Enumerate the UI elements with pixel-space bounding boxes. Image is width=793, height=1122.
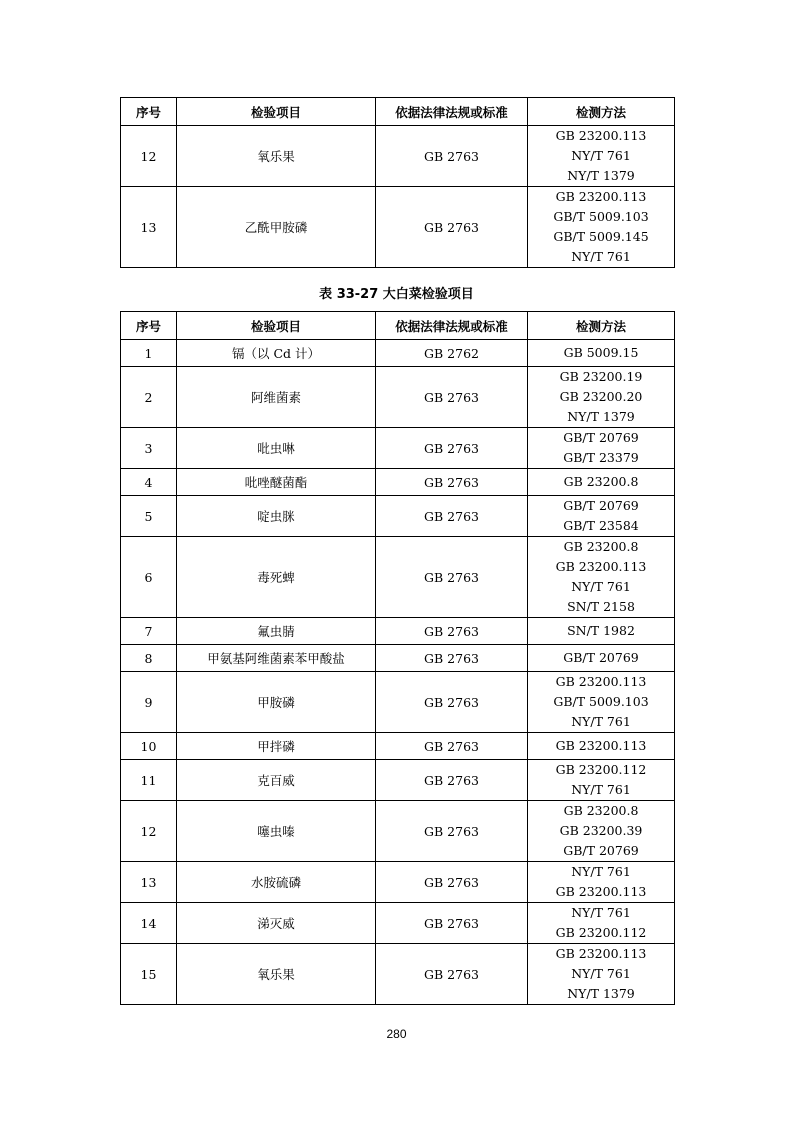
table-row bbox=[121, 367, 675, 428]
method-line: GB 23200.20 bbox=[559, 389, 643, 404]
header-item: 检验项目 bbox=[177, 98, 376, 126]
method-line: GB 5009.15 bbox=[563, 345, 639, 360]
method-line: GB 23200.8 bbox=[563, 803, 639, 818]
cell-methods bbox=[528, 801, 675, 862]
table-row bbox=[121, 645, 675, 672]
cell-methods bbox=[528, 126, 675, 187]
method-line: GB/T 20769 bbox=[563, 843, 639, 858]
method-line: GB 23200.112 bbox=[555, 925, 647, 940]
method-line: SN/T 1982 bbox=[567, 623, 635, 638]
cell-no: 7 bbox=[121, 618, 177, 645]
cell-basis: GB 2763 bbox=[376, 944, 528, 1005]
page-number: 280 bbox=[386, 1027, 407, 1041]
method-line: GB 23200.113 bbox=[555, 559, 647, 574]
cell-methods bbox=[528, 862, 675, 903]
cell-item: 吡虫啉 bbox=[177, 428, 376, 469]
table-row bbox=[121, 469, 675, 496]
method-line: NY/T 761 bbox=[571, 905, 631, 920]
table-row bbox=[121, 537, 675, 618]
method-line: GB 23200.113 bbox=[555, 738, 647, 753]
cell-basis: GB 2763 bbox=[376, 672, 528, 733]
cell-basis: GB 2763 bbox=[376, 187, 528, 268]
method-line: GB 23200.113 bbox=[555, 946, 647, 961]
cell-item: 水胺硫磷 bbox=[177, 862, 376, 903]
table-header-row bbox=[121, 312, 675, 340]
table-row bbox=[121, 126, 675, 187]
table-row bbox=[121, 672, 675, 733]
method-line: GB 23200.113 bbox=[555, 128, 647, 143]
cell-methods bbox=[528, 672, 675, 733]
method-line: GB 23200.8 bbox=[563, 474, 639, 489]
header-item: 检验项目 bbox=[177, 312, 376, 340]
method-line: NY/T 761 bbox=[571, 966, 631, 981]
method-line: GB/T 20769 bbox=[563, 430, 639, 445]
cell-item: 涕灭威 bbox=[177, 903, 376, 944]
table-row bbox=[121, 760, 675, 801]
cell-item: 甲氨基阿维菌素苯甲酸盐 bbox=[177, 645, 376, 672]
cell-no: 13 bbox=[121, 862, 177, 903]
cell-methods bbox=[528, 340, 675, 367]
method-line: NY/T 1379 bbox=[567, 986, 635, 1001]
method-line: SN/T 2158 bbox=[567, 599, 635, 614]
method-line: NY/T 1379 bbox=[567, 409, 635, 424]
cell-basis: GB 2763 bbox=[376, 428, 528, 469]
cell-item: 甲拌磷 bbox=[177, 733, 376, 760]
cell-no: 5 bbox=[121, 496, 177, 537]
cell-no: 14 bbox=[121, 903, 177, 944]
cell-no: 9 bbox=[121, 672, 177, 733]
cell-no: 12 bbox=[121, 126, 177, 187]
cell-item: 乙酰甲胺磷 bbox=[177, 187, 376, 268]
method-line: GB 23200.113 bbox=[555, 674, 647, 689]
cell-basis: GB 2763 bbox=[376, 862, 528, 903]
cell-methods bbox=[528, 903, 675, 944]
method-line: GB/T 23379 bbox=[563, 450, 639, 465]
cell-methods bbox=[528, 367, 675, 428]
cell-methods bbox=[528, 496, 675, 537]
cell-basis: GB 2763 bbox=[376, 645, 528, 672]
cell-no: 1 bbox=[121, 340, 177, 367]
method-line: GB 23200.8 bbox=[563, 539, 639, 554]
cell-item: 镉（以 Cd 计） bbox=[177, 340, 376, 367]
header-method: 检测方法 bbox=[528, 312, 675, 340]
table-row bbox=[121, 733, 675, 760]
cell-no: 3 bbox=[121, 428, 177, 469]
method-line: GB/T 20769 bbox=[563, 498, 639, 513]
table-row bbox=[121, 496, 675, 537]
method-line: GB/T 5009.145 bbox=[553, 229, 649, 244]
header-method: 检测方法 bbox=[528, 98, 675, 126]
method-line: GB 23200.19 bbox=[559, 369, 643, 384]
method-line: NY/T 761 bbox=[571, 714, 631, 729]
cell-basis: GB 2763 bbox=[376, 618, 528, 645]
cell-basis: GB 2763 bbox=[376, 903, 528, 944]
cell-item: 氧乐果 bbox=[177, 944, 376, 1005]
table-continued bbox=[120, 97, 675, 268]
cell-no: 10 bbox=[121, 733, 177, 760]
cell-no: 8 bbox=[121, 645, 177, 672]
method-line: GB/T 20769 bbox=[563, 650, 639, 665]
cell-item: 氟虫腈 bbox=[177, 618, 376, 645]
table-caption: 表 33-27 大白菜检验项目 bbox=[319, 287, 474, 302]
cell-item: 阿维菌素 bbox=[177, 367, 376, 428]
cell-basis: GB 2763 bbox=[376, 801, 528, 862]
cell-basis: GB 2762 bbox=[376, 340, 528, 367]
cell-basis: GB 2763 bbox=[376, 496, 528, 537]
method-line: GB/T 5009.103 bbox=[553, 209, 649, 224]
cell-methods bbox=[528, 618, 675, 645]
header-basis: 依据法律法规或标准 bbox=[376, 312, 528, 340]
cell-no: 2 bbox=[121, 367, 177, 428]
method-line: GB/T 5009.103 bbox=[553, 694, 649, 709]
cell-basis: GB 2763 bbox=[376, 760, 528, 801]
method-line: NY/T 1379 bbox=[567, 168, 635, 183]
method-line: NY/T 761 bbox=[571, 579, 631, 594]
table-row bbox=[121, 340, 675, 367]
cell-no: 6 bbox=[121, 537, 177, 618]
table-row bbox=[121, 944, 675, 1005]
cell-methods bbox=[528, 469, 675, 496]
method-line: NY/T 761 bbox=[571, 782, 631, 797]
cell-methods bbox=[528, 428, 675, 469]
cell-item: 氧乐果 bbox=[177, 126, 376, 187]
cell-no: 12 bbox=[121, 801, 177, 862]
method-line: GB/T 23584 bbox=[563, 518, 639, 533]
cell-basis: GB 2763 bbox=[376, 537, 528, 618]
cell-no: 11 bbox=[121, 760, 177, 801]
cell-basis: GB 2763 bbox=[376, 469, 528, 496]
cell-item: 噻虫嗪 bbox=[177, 801, 376, 862]
table-row bbox=[121, 801, 675, 862]
cell-no: 13 bbox=[121, 187, 177, 268]
cell-basis: GB 2763 bbox=[376, 367, 528, 428]
cell-methods bbox=[528, 187, 675, 268]
table-row bbox=[121, 428, 675, 469]
cell-methods bbox=[528, 537, 675, 618]
cell-basis: GB 2763 bbox=[376, 126, 528, 187]
method-line: NY/T 761 bbox=[571, 148, 631, 163]
method-line: GB 23200.113 bbox=[555, 189, 647, 204]
cell-methods bbox=[528, 733, 675, 760]
cell-item: 吡唑醚菌酯 bbox=[177, 469, 376, 496]
table-row bbox=[121, 862, 675, 903]
cell-methods bbox=[528, 760, 675, 801]
cell-basis: GB 2763 bbox=[376, 733, 528, 760]
cell-item: 毒死蜱 bbox=[177, 537, 376, 618]
cell-methods bbox=[528, 645, 675, 672]
table-header-row bbox=[121, 98, 675, 126]
method-line: NY/T 761 bbox=[571, 864, 631, 879]
cell-methods bbox=[528, 944, 675, 1005]
cell-item: 啶虫脒 bbox=[177, 496, 376, 537]
cell-no: 4 bbox=[121, 469, 177, 496]
cell-item: 克百威 bbox=[177, 760, 376, 801]
table-row bbox=[121, 187, 675, 268]
method-line: GB 23200.113 bbox=[555, 884, 647, 899]
table-row bbox=[121, 618, 675, 645]
method-line: NY/T 761 bbox=[571, 249, 631, 264]
method-line: GB 23200.39 bbox=[559, 823, 643, 838]
cell-item: 甲胺磷 bbox=[177, 672, 376, 733]
header-no: 序号 bbox=[121, 98, 177, 126]
header-no: 序号 bbox=[121, 312, 177, 340]
table-row bbox=[121, 903, 675, 944]
table-chinese-cabbage bbox=[120, 311, 675, 1005]
header-basis: 依据法律法规或标准 bbox=[376, 98, 528, 126]
method-line: GB 23200.112 bbox=[555, 762, 647, 777]
cell-no: 15 bbox=[121, 944, 177, 1005]
